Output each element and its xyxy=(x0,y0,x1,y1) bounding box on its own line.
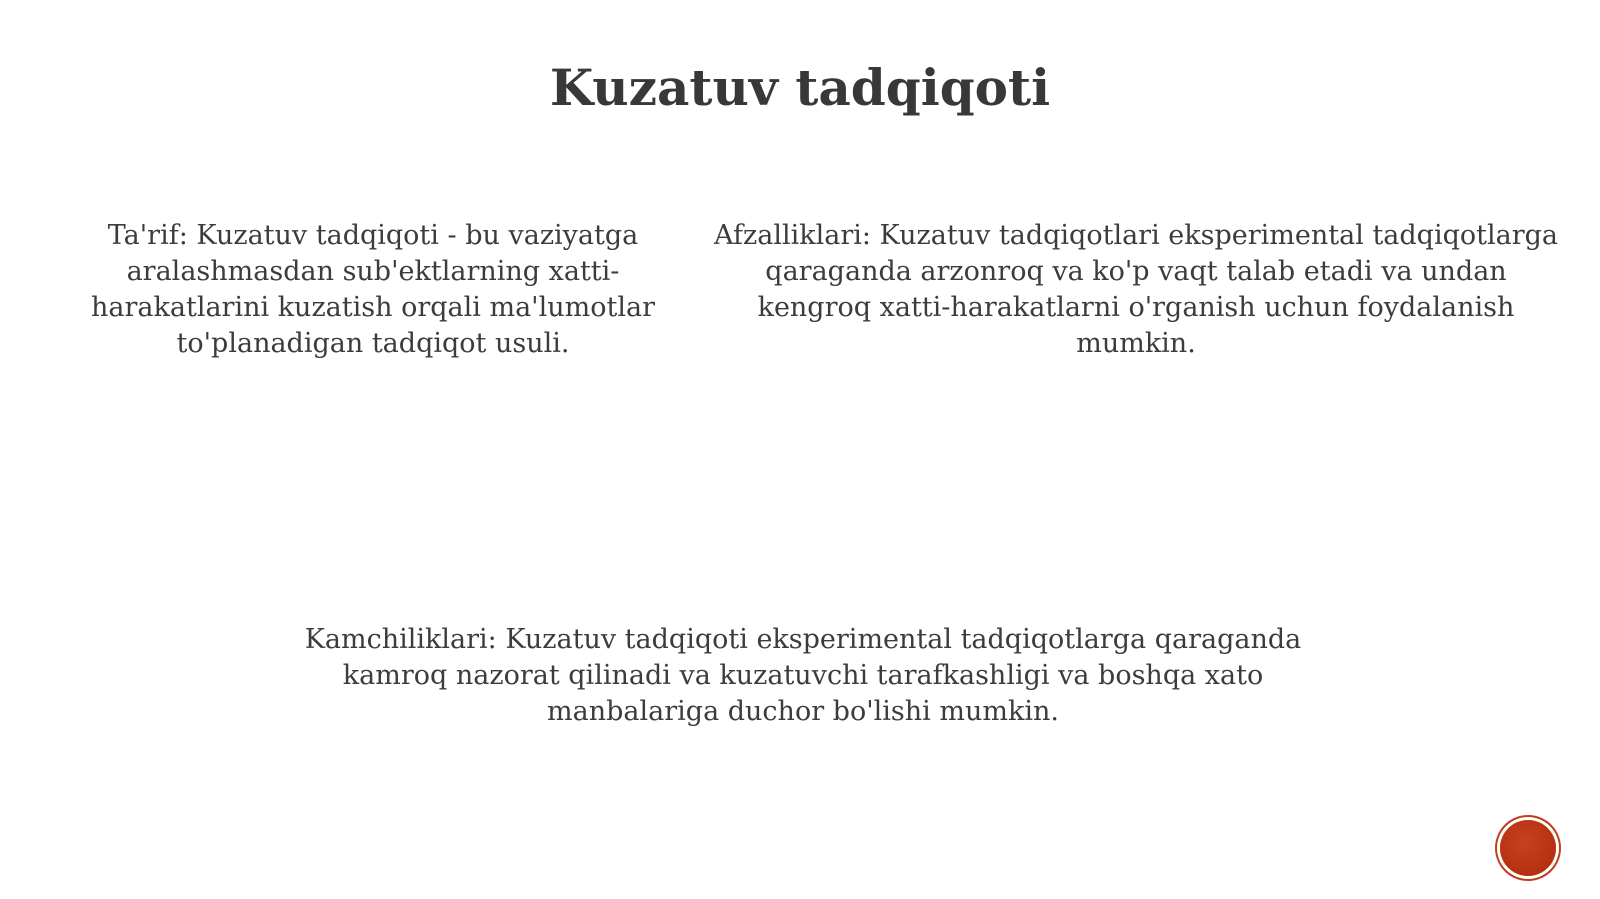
disadvantages-text: Kamchiliklari: Kuzatuv tadqiqoti eksperimental tadqiqotlarga qaraganda kamroq nazorat qilinadi va kuzatuvchi tarafkashligi va boshqa xato manbalariga duchor bo'lishi mumkin. xyxy=(304,624,1302,727)
circle-nav-button-icon[interactable] xyxy=(1500,820,1556,876)
advantages-text: Afzalliklari: Kuzatuv tadqiqotlari eksperimental tadqiqotlarga qaraganda arzonroq va ko'p vaqt talab etadi va undan kengroq xatti-harakatlarni o'rganish uchun foydalanish mumkin. xyxy=(713,220,1558,359)
definition-text: Ta'rif: Kuzatuv tadqiqoti - bu vaziyatga aralashmasdan sub'ektlarning xatti-harakatlarini kuzatish orqali ma'lumotlar to'planadigan tadqiqot usuli. xyxy=(91,220,655,359)
slide-title: Kuzatuv tadqiqoti xyxy=(549,58,1051,117)
